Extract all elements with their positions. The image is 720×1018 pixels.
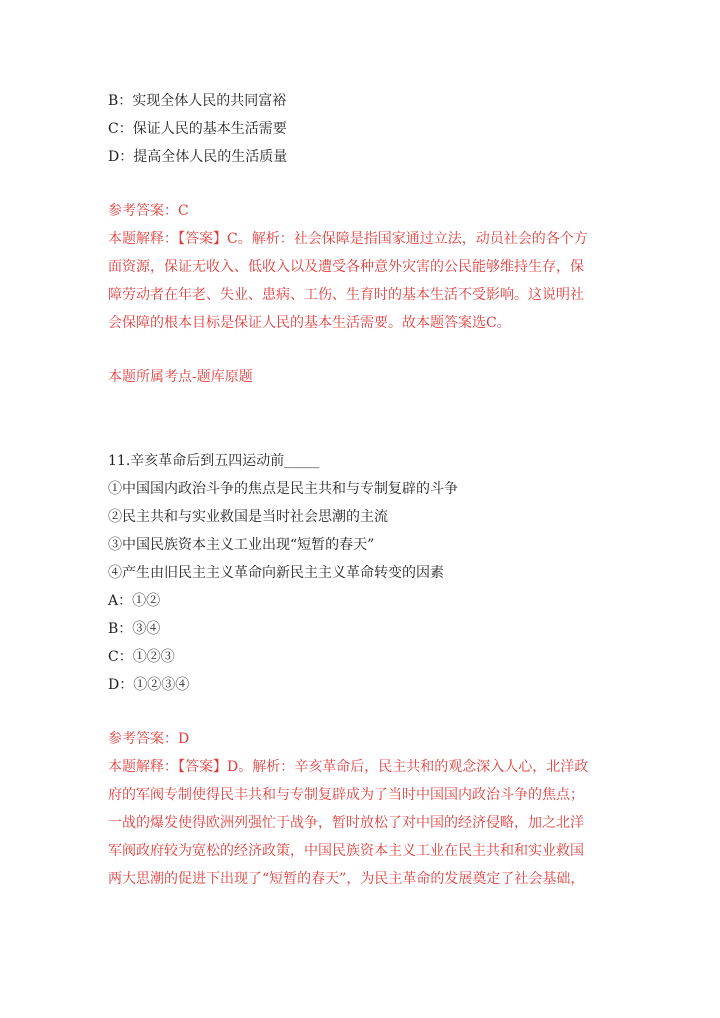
q11-answer: 参考答案：D <box>108 731 190 747</box>
q11-explanation-line: 两大思潮的促进下出现了“短暂的春天”，为民主革命的发展奠定了社会基础， <box>108 871 585 887</box>
q10-explanation <box>108 225 608 337</box>
q11-option-c: C：①②③ <box>108 649 175 665</box>
q11-statements <box>108 475 608 587</box>
q11-explanation-line: 一战的爆发使得欧洲列强忙于战争，暂时放松了对中国的经济侵略，加之北洋 <box>108 815 584 831</box>
q11-option-a: A：①② <box>108 593 161 609</box>
q10-explanation-line: 本题解释：【答案】C。解析：社会保障是指国家通过立法，动员社会的各个方 <box>108 231 588 247</box>
q11-option-d: D：①②③④ <box>108 677 190 693</box>
q10-option-b: B：实现全体人民的共同富裕 <box>108 93 287 109</box>
q11-explanation-line: 府的军阀专制使得民丰共和与专制复辟成为了当时中国国内政治斗争的焦点； <box>108 787 584 803</box>
q11-explanation-line: 军阀政府较为宽松的经济政策，中国民族资本主义工业在民主共和和实业救国 <box>108 843 584 859</box>
q11-stem: 11.辛亥革命后到五四运动前_____ <box>108 453 320 469</box>
q10-option-d: D：提高全体人民的生活质量 <box>108 149 288 165</box>
q10-source: 本题所属考点-题库原题 <box>108 369 253 385</box>
q11-option-b: B：③④ <box>108 621 161 637</box>
q11-options <box>108 587 608 699</box>
q11-explanation <box>108 753 608 893</box>
q11-statement: ②民主共和与实业救国是当时社会思潮的主流 <box>108 509 388 525</box>
exam-page <box>108 87 608 893</box>
q10-explanation-line: 面资源，保证无收入、低收入以及遭受各种意外灾害的公民能够维持生存，保 <box>108 259 584 275</box>
q11-statement: ③中国民族资本主义工业出现“短暂的春天” <box>108 537 375 553</box>
q10-options <box>108 87 608 171</box>
q11-statement: ④产生由旧民主主义革命向新民主主义革命转变的因素 <box>108 565 444 581</box>
q11-statement: ①中国国内政治斗争的焦点是民主共和与专制复辟的斗争 <box>108 481 458 497</box>
q11-explanation-line: 本题解释：【答案】D。解析：辛亥革命后，民主共和的观念深入人心，北洋政 <box>108 759 589 775</box>
q10-explanation-line: 会保障的根本目标是保证人民的基本生活需要。故本题答案选C。 <box>108 315 511 331</box>
q10-answer: 参考答案：C <box>108 203 189 219</box>
q10-option-c: C：保证人民的基本生活需要 <box>108 121 287 137</box>
q10-explanation-line: 障劳动者在年老、失业、患病、工伤、生育时的基本生活不受影响。这说明社 <box>108 287 584 303</box>
